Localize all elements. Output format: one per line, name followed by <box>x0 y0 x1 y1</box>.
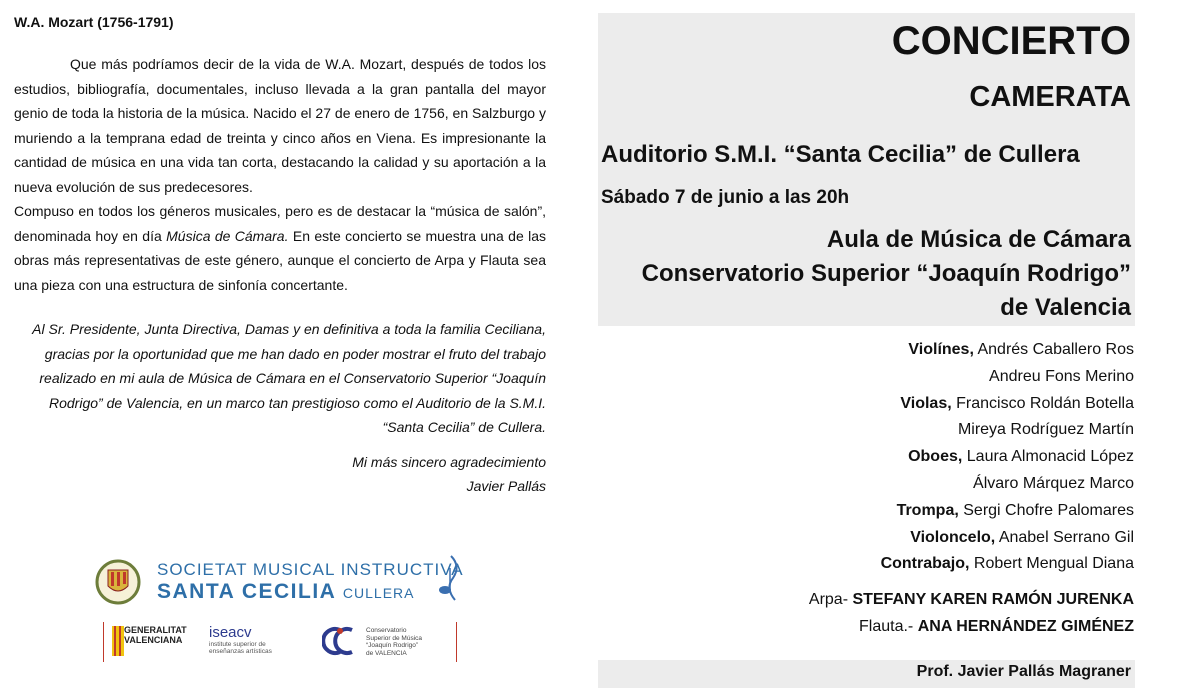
soloists-list <box>809 586 1134 640</box>
dedication-text: Al Sr. Presidente, Junta Directiva, Damas y en definitiva a toda la familia Ceciliana, gracias por la oportunidad que me han dado en poder mostrar el fruto del trabajo realizado en mi aula de Música de Cámara en el Conservatorio Superior “Joaquín Rodrigo” de Valencia, en un marco tan prestigioso como el Auditorio de la S.M.I. “Santa Cecilia” de Cullera. <box>32 321 546 435</box>
soloist-row <box>809 586 1134 613</box>
right-column <box>598 13 1135 326</box>
soloist-role: Arpa- <box>808 591 853 608</box>
csm-line2: Superior de Música <box>366 634 422 642</box>
generalitat-text <box>124 625 187 645</box>
professor-bar <box>598 660 1135 688</box>
smi-name-line1: SOCIETAT MUSICAL INSTRUCTIVA <box>157 560 464 579</box>
biography-paragraph: Que más podríamos decir de la vida de W.A. Mozart, después de todos los estudios, bibliografía, documentales, incluso llevada a la gran pantalla del mayor genio de toda la historia de la música. Nacido el 27 de enero de 1756, en Salzburgo y muriendo a la temprana edad de treinta y cinco años en Viena. Es impresionante la cantidad de música en una vida tan corta, destacando la calidad y su aportación a la nueva evolución de sus predecesores. <box>14 56 546 195</box>
isea-name: iseacv <box>209 624 252 641</box>
signature-text: Javier Pallás <box>466 478 546 494</box>
csm-line1: Conservatorio <box>366 627 407 634</box>
aula-line2: Conservatorio Superior “Joaquín Rodrigo” <box>641 260 1131 287</box>
paragraph-italic-term: Música de Cámara. <box>166 227 289 244</box>
roster-role: Violoncelo, <box>910 528 996 546</box>
gv-line1: GENERALITAT <box>124 625 187 635</box>
crest-icon <box>95 556 141 608</box>
venue-text: Auditorio S.M.I. “Santa Cecilia” de Cullera <box>601 141 1080 168</box>
roster-name: Andreu Fons Merino <box>989 367 1134 385</box>
chamber-music-paragraph <box>14 199 546 297</box>
composer-heading: W.A. Mozart (1756-1791) <box>14 14 174 30</box>
roster-row <box>881 471 1134 498</box>
roster-row <box>881 391 1134 418</box>
soloist-role: Flauta.- <box>859 618 918 635</box>
roster-name: Anabel Serrano Gil <box>998 528 1134 546</box>
roster-row <box>881 498 1134 525</box>
roster-name: Andrés Caballero Ros <box>977 341 1134 358</box>
roster-role: Trompa, <box>896 501 959 519</box>
smi-city: CULLERA <box>342 585 415 601</box>
roster-name: Mireya Rodríguez Martín <box>957 421 1134 439</box>
institutional-logos <box>103 622 457 662</box>
isea-line2: enseñanzas artísticas <box>209 648 272 655</box>
roster-role: Violas, <box>900 394 952 412</box>
smi-name-line2 <box>157 580 415 604</box>
date-text: Sábado 7 de junio a las 20h <box>601 187 850 208</box>
roster-row <box>881 337 1134 364</box>
soloist-name: STEFANY KAREN RAMÓN JURENKA <box>852 591 1134 608</box>
roster-row <box>881 551 1134 578</box>
roster-role: Oboes, <box>908 448 963 466</box>
concert-header-block <box>598 13 1135 326</box>
concert-subtitle: CAMERATA <box>969 81 1131 113</box>
roster-name: Francisco Roldán Botella <box>956 394 1134 412</box>
aula-line3: de Valencia <box>1000 294 1131 321</box>
organizer-text <box>642 223 1131 325</box>
roster-row <box>881 444 1134 471</box>
left-column <box>14 14 546 499</box>
aula-line1: Aula de Música de Cámara <box>826 226 1131 253</box>
roster-name: Álvaro Márquez Marco <box>973 474 1134 492</box>
roster-name: Sergi Chofre Palomares <box>963 501 1134 519</box>
smi-logo <box>95 552 475 612</box>
roster-row <box>881 417 1134 444</box>
csm-line3: “Joaquín Rodrigo” <box>366 642 419 649</box>
conservatorio-text <box>366 627 451 657</box>
paragraph-text-b: En este concierto se muestra una de las obras más representativas de este género, aunque el concierto de Arpa y Flauta sea una pieza con una estructura de sinfonía concertante. <box>14 227 546 293</box>
gv-line2: VALENCIANA <box>124 635 183 645</box>
isea-logo <box>209 624 272 655</box>
concert-title: CONCIERTO <box>891 19 1131 63</box>
paragraph-text-a: Compuso en todos los géneros musicales, pero es de destacar la “música de salón”, denominada hoy en día <box>14 203 546 244</box>
isea-line1: institute superior de <box>209 641 266 648</box>
csm-line4: de VALENCIA <box>366 649 407 657</box>
roster-row <box>881 364 1134 391</box>
soloist-row <box>809 613 1134 640</box>
soloist-name: ANA HERNÁNDEZ GIMÉNEZ <box>917 618 1134 635</box>
roster-role: Contrabajo, <box>880 555 970 573</box>
roster-name: Robert Mengual Diana <box>973 555 1134 573</box>
roster-role: Violínes, <box>908 341 974 358</box>
music-note-icon <box>433 552 467 608</box>
professor-name: Prof. Javier Pallás Magraner <box>916 663 1131 680</box>
musician-roster <box>881 337 1134 578</box>
generalitat-icon <box>112 626 124 656</box>
smi-name-main: SANTA CECILIA <box>157 580 336 603</box>
thanks-text: Mi más sincero agradecimiento <box>352 453 546 470</box>
conservatorio-icon <box>322 626 362 656</box>
roster-row <box>881 525 1134 552</box>
roster-name: Laura Almonacid López <box>966 448 1134 466</box>
